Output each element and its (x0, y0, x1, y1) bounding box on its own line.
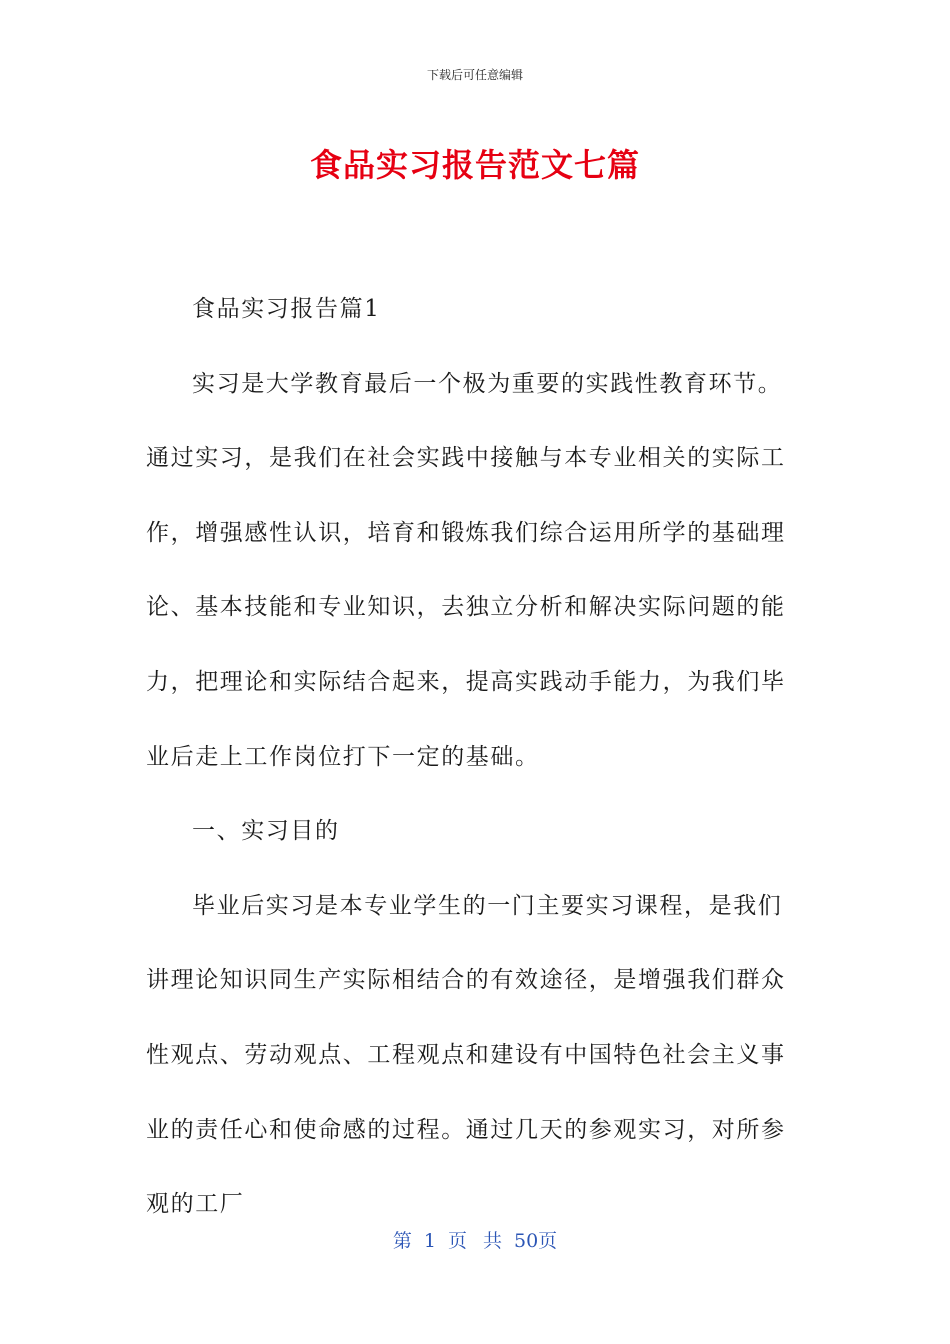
document-body (146, 272, 796, 1242)
document-title: 食品实习报告范文七篇 (309, 146, 640, 184)
page-number: 1 (423, 1230, 436, 1252)
footer-prefix: 第 (392, 1230, 412, 1252)
footer-mid: 页 共 (447, 1230, 502, 1252)
page-footer (0, 1226, 950, 1253)
header-note: 下载后可任意编辑 (426, 68, 523, 82)
paragraph: 实习是大学教育最后一个极为重要的实践性教育环节。通过实习，是我们在社会实践中接触与本专业相关的实际工作，增强感性认识，培育和锻炼我们综合运用所学的基础理论、基本技能和专业知识，去独立分析和解决实际问题的能力，把理论和实际结合起来，提高实践动手能力，为我们毕业后走上工作岗位打下一定的基础。 (146, 370, 786, 770)
page-total: 50页 (513, 1230, 558, 1252)
paragraph: 毕业后实习是本专业学生的一门主要实习课程，是我们讲理论知识同生产实际相结合的有效途径，是增强我们群众性观点、劳动观点、工程观点和建设有中国特色社会主义事业的责任心和使命感的过程。通过几天的参观实习，对所参观的工厂 (146, 892, 786, 1218)
section-heading: 食品实习报告篇1 (192, 296, 381, 322)
section-heading: 一、实习目的 (192, 818, 340, 845)
